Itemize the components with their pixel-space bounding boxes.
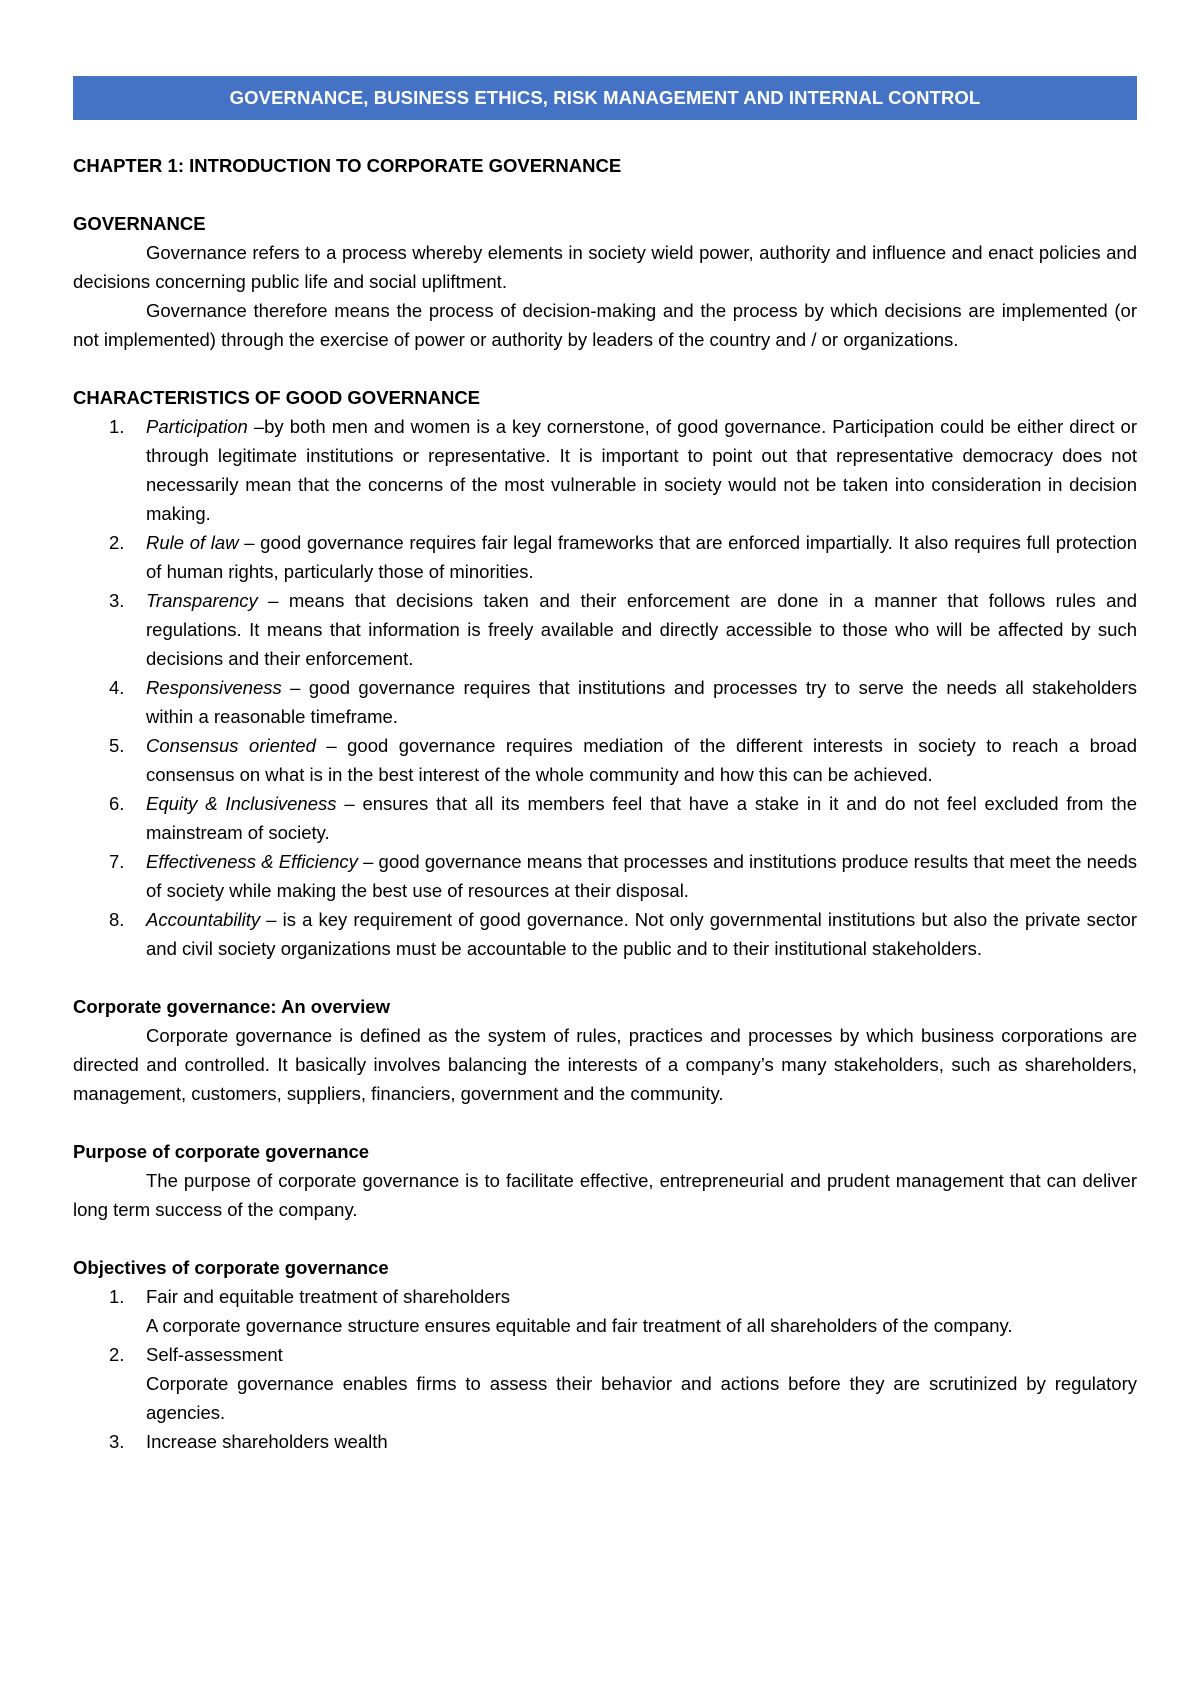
list-item (73, 905, 1137, 963)
list-item (73, 1282, 1137, 1340)
governance-paragraph-2: Governance therefore means the process of decision-making and the process by which decisions are implemented (or not implemented) through the exercise of power or authority by leaders of the country and / or organizations. (73, 300, 1137, 350)
chapter-title: CHAPTER 1: INTRODUCTION TO CORPORATE GOVERNANCE (73, 155, 622, 176)
list-term: Participation (146, 416, 248, 437)
objective-detail: Corporate governance enables firms to assess their behavior and actions before they are scrutinized by regulatory agencies. (146, 1373, 1137, 1423)
list-item (73, 1427, 1137, 1456)
characteristics-list (73, 412, 1137, 963)
list-number: 3. (109, 590, 125, 611)
list-number: 5. (109, 735, 125, 756)
list-number: 4. (109, 677, 125, 698)
list-item (73, 586, 1137, 673)
list-number: 7. (109, 851, 125, 872)
list-number: 2. (109, 532, 125, 553)
list-text: – good governance means that processes and institutions produce results that meet the needs of society while making the best use of resources at their disposal. (146, 851, 1138, 901)
section-heading-objectives: Objectives of corporate governance (73, 1257, 389, 1278)
list-item (73, 528, 1137, 586)
list-item (73, 789, 1137, 847)
list-term: Effectiveness & Efficiency (146, 851, 358, 872)
objectives-list (73, 1282, 1137, 1456)
list-item (73, 673, 1137, 731)
list-number: 3. (109, 1431, 125, 1452)
list-item (73, 412, 1137, 528)
purpose-paragraph: The purpose of corporate governance is to facilitate effective, entrepreneurial and prudent management that can deliver long term success of the company. (73, 1170, 1137, 1220)
section-heading-governance: GOVERNANCE (73, 213, 206, 234)
objective-title: Self-assessment (146, 1344, 283, 1365)
list-number: 1. (109, 1286, 125, 1307)
section-heading-purpose: Purpose of corporate governance (73, 1141, 370, 1162)
list-term: Transparency (146, 590, 258, 611)
list-text: –by both men and women is a key cornerstone, of good governance. Participation could be either direct or through legitimate institutions or representative. It is important to point out that representative democracy does not necessarily mean that the concerns of the most vulnerable in society would not be taken into consideration in decision making. (146, 416, 1137, 524)
list-term: Rule of law (146, 532, 239, 553)
list-term: Accountability (146, 909, 261, 930)
list-number: 2. (109, 1344, 125, 1365)
list-term: Equity & Inclusiveness (146, 793, 337, 814)
section-heading-overview: Corporate governance: An overview (73, 996, 390, 1017)
overview-paragraph: Corporate governance is defined as the system of rules, practices and processes by which business corporations are directed and controlled. It basically involves balancing the interests of a company’s many stakeholders, such as shareholders, management, customers, suppliers, financiers, government and the community. (73, 1025, 1137, 1104)
list-term: Responsiveness (146, 677, 282, 698)
section-heading-characteristics: CHARACTERISTICS OF GOOD GOVERNANCE (73, 387, 481, 408)
list-text: – good governance requires fair legal frameworks that are enforced impartially. It also requires full protection of human rights, particularly those of minorities. (146, 532, 1137, 582)
list-item (73, 731, 1137, 789)
document-banner: GOVERNANCE, BUSINESS ETHICS, RISK MANAGEMENT AND INTERNAL CONTROL (73, 76, 1137, 120)
list-text: – good governance requires mediation of the different interests in society to reach a broad consensus on what is in the best interest of the whole community and how this can be achieved. (146, 735, 1137, 785)
governance-paragraph-1: Governance refers to a process whereby elements in society wield power, authority and influence and enact policies and decisions concerning public life and social upliftment. (73, 242, 1137, 292)
objective-title: Fair and equitable treatment of shareholders (146, 1286, 511, 1307)
list-number: 8. (109, 909, 125, 930)
objective-title: Increase shareholders wealth (146, 1431, 388, 1452)
objective-detail: A corporate governance structure ensures equitable and fair treatment of all shareholders of the company. (146, 1315, 1013, 1336)
list-number: 1. (109, 416, 125, 437)
list-text: – means that decisions taken and their enforcement are done in a manner that follows rules and regulations. It means that information is freely available and directly accessible to those who will be affected by such decisions and their enforcement. (146, 590, 1137, 669)
list-text: – is a key requirement of good governance. Not only governmental institutions but also the private sector and civil society organizations must be accountable to the public and to their institutional stakeholders. (146, 909, 1137, 959)
list-item (73, 1340, 1137, 1427)
list-number: 6. (109, 793, 125, 814)
list-text: – ensures that all its members feel that have a stake in it and do not feel excluded from the mainstream of society. (146, 793, 1137, 843)
list-item (73, 847, 1137, 905)
list-term: Consensus oriented (146, 735, 316, 756)
list-text: – good governance requires that institutions and processes try to serve the needs all stakeholders within a reasonable timeframe. (146, 677, 1137, 727)
document-page (73, 76, 1137, 1456)
